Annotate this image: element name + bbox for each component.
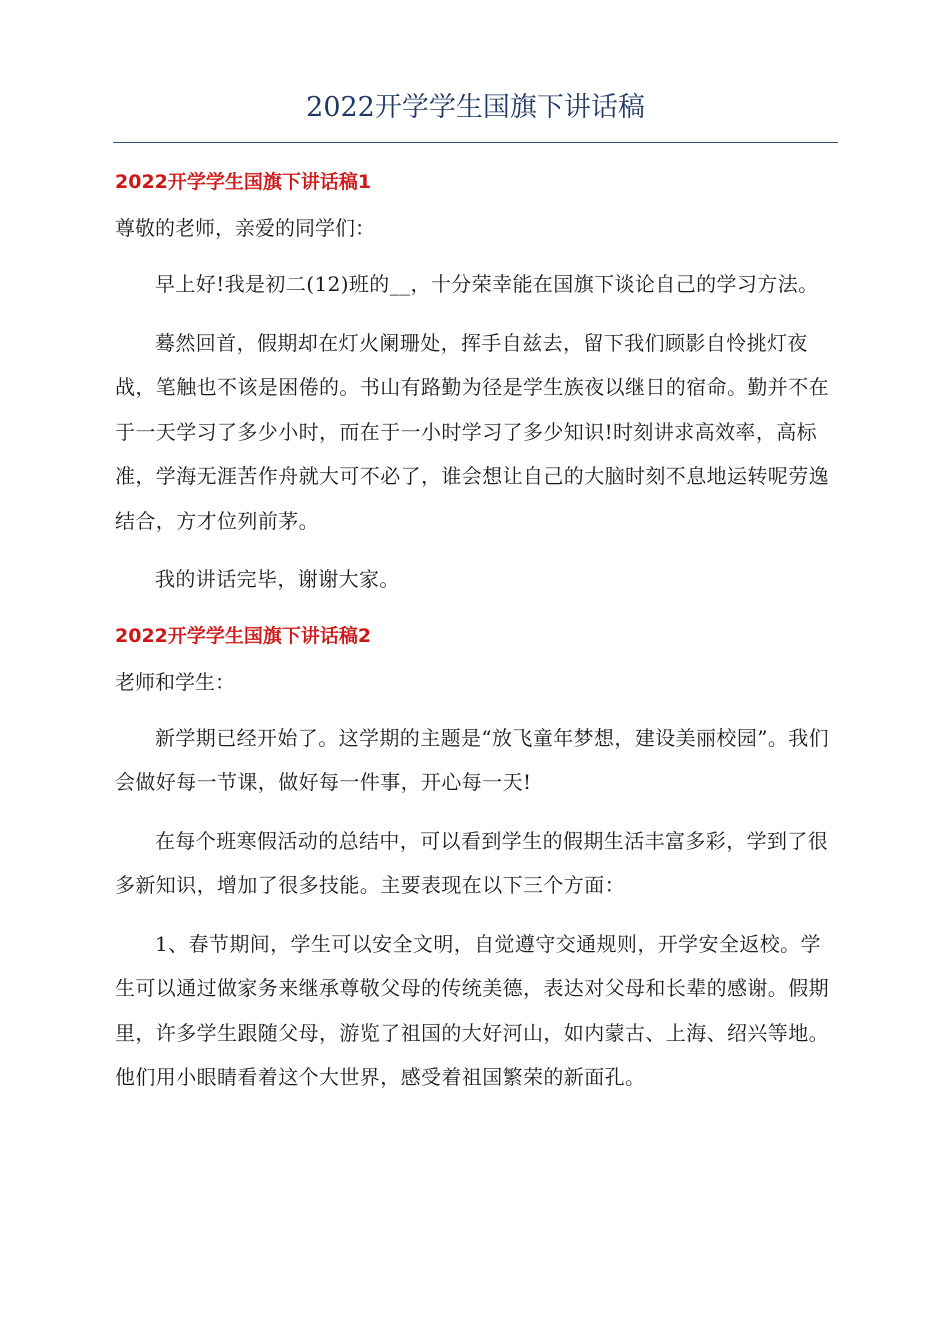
paragraph: 新学期已经开始了。这学期的主题是“放飞童年梦想，建设美丽校园”。我们会做好每一节课，做好每一件事，开心每一天! (115, 725, 830, 794)
document-body (115, 162, 835, 1114)
speech-section-2 (115, 616, 835, 1100)
section-heading: 2022开学学生国旗下讲话稿2 (115, 624, 372, 647)
salutation: 老师和学生： (115, 669, 235, 694)
paragraph: 我的讲话完毕，谢谢大家。 (155, 567, 400, 591)
paragraph: 在每个班寒假活动的总结中，可以看到学生的假期生活丰富多彩，学到了很多新知识，增加了很多技能。主要表现在以下三个方面： (115, 828, 829, 897)
paragraph: 早上好!我是初二(12)班的__，十分荣幸能在国旗下谈论自己的学习方法。 (155, 272, 819, 296)
speech-section-1 (115, 162, 835, 602)
paragraph: 1、春节期间，学生可以安全文明，自觉遵守交通规则，开学安全返校。学生可以通过做家务来继承尊敬父母的传统美德，表达对父母和长辈的感谢。假期里，许多学生跟随父母，游览了祖国的大好河山，如内蒙古、上海、绍兴等地。他们用小眼睛看着这个大世界，感受着祖国繁荣的新面孔。 (115, 931, 829, 1089)
salutation: 尊敬的老师，亲爱的同学们： (115, 216, 375, 240)
section-heading: 2022开学学生国旗下讲话稿1 (115, 171, 372, 193)
title-divider (113, 142, 838, 143)
paragraph: 蓦然回首，假期却在灯火阑珊处，挥手自兹去，留下我们顾影自怜挑灯夜战，笔触也不该是困倦的。书山有路勤为径是学生族夜以继日的宿命。勤并不在于一天学习了多少小时，而在于一小时学习了多少知识!时刻讲求高效率，高标准，学海无涯苦作舟就大可不必了，谁会想让自己的大脑时刻不息地运转呢劳逸结合，方才位列前茅。 (115, 330, 829, 533)
document-title: 2022开学学生国旗下讲话稿 (306, 92, 645, 123)
